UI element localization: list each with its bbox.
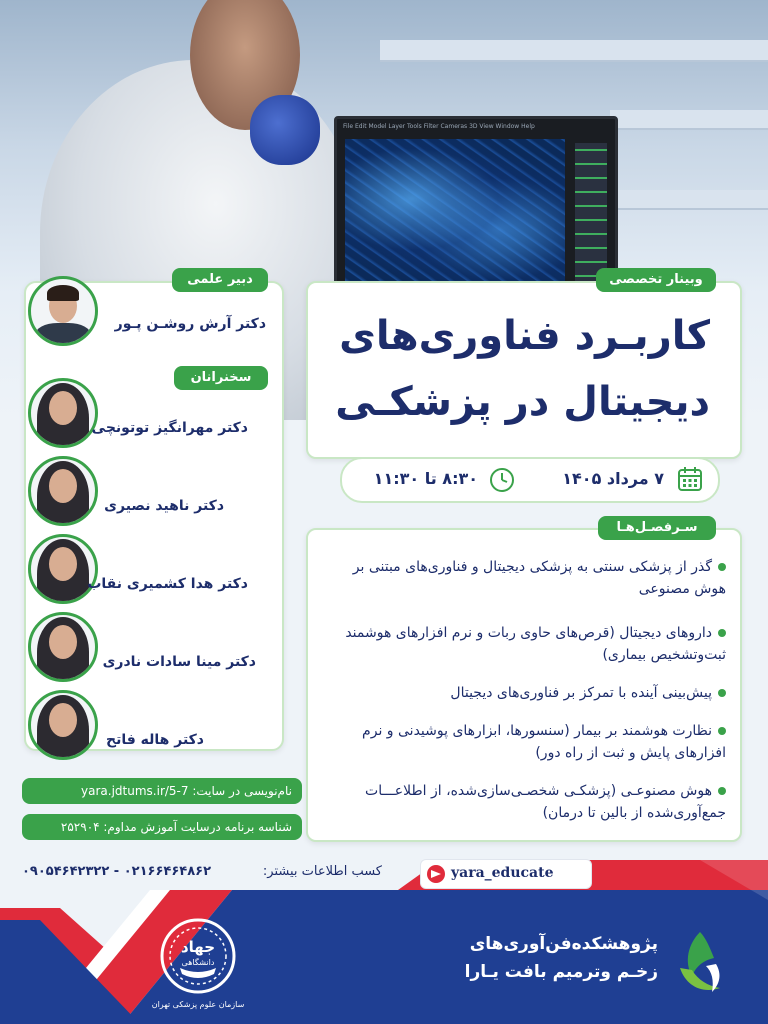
contact-numbers[interactable]: ۰۹۰۵۴۶۴۲۳۲۲ - ۰۲۱۶۶۴۶۴۸۶۲ (22, 864, 212, 879)
bullet-icon (718, 689, 726, 697)
date-time-pill (340, 457, 720, 503)
headlines-label: سـرفصـل‌هـا (598, 516, 716, 540)
avatar-face (49, 391, 77, 425)
telegram-icon (427, 865, 445, 883)
headline-text: پیش‌بینی آینده با تمرکز بر فناوری‌های دیجیتال (450, 685, 712, 701)
org-name-line-2: زخـم وترمیم بافت یـارا (464, 962, 658, 982)
headline-item-5 (322, 780, 726, 824)
avatar-secretary (28, 276, 98, 346)
headline-text: داروهای دیجیتال (قرص‌های حاوی ربات و نرم افزارهای هوشمند ثبت‌وتشخیص بیماری) (345, 625, 726, 663)
registration-site[interactable]: نام‌نویسی در سایت: yara.jdtums.ir/5-7 (22, 778, 302, 804)
monitor-side-panel (575, 143, 607, 283)
contact-label: کسب اطلاعات بیشتر: (262, 864, 382, 879)
jahad-logo-text: جهاد (180, 938, 216, 956)
avatar-speaker-2 (28, 456, 98, 526)
date-text: ۷ مرداد ۱۴۰۵ (562, 469, 664, 488)
headline-item-2 (322, 622, 726, 666)
avatar-face (49, 703, 77, 737)
avatar-coat (35, 323, 91, 346)
bullet-icon (718, 727, 726, 735)
speakers-label: سخنرانان (174, 366, 268, 390)
avatar-speaker-3 (28, 534, 98, 604)
lab-shelf (610, 190, 768, 210)
avatar-speaker-5 (28, 690, 98, 760)
microscopy-image (345, 139, 565, 289)
avatar-speaker-1 (28, 378, 98, 448)
avatar-face (49, 469, 77, 503)
org-name-line-1: پژوهشکده‌فن‌آوری‌های (469, 934, 658, 954)
bullet-icon (718, 787, 726, 795)
avatar-hair (47, 285, 79, 301)
lab-shelf (380, 40, 768, 62)
jahad-logo (151, 916, 245, 1016)
telegram-link[interactable] (420, 859, 592, 889)
scientific-secretary-label: دبیر علمی (172, 268, 268, 292)
speaker-name-1: دکتر مهرانگیز توتونچی (91, 420, 248, 436)
calendar-icon (676, 465, 704, 493)
program-id: شناسه برنامه درسایت آموزش مداوم: ۲۵۲۹۰۴ (22, 814, 302, 840)
headline-item-3 (322, 682, 726, 704)
avatar-speaker-4 (28, 612, 98, 682)
speaker-name-2: دکتر ناهید نصیری (104, 498, 224, 514)
jahad-caption: سازمان علوم پزشکی تهران (151, 1000, 245, 1009)
lab-shelf (610, 110, 768, 130)
headline-text: نظارت هوشمند بر بیمار (سنسورها، ابزارهای پوشیدنی و نرم افزارهای پایش و ثبت از راه دور) (362, 723, 726, 761)
avatar-face (49, 625, 77, 659)
bullet-icon (718, 563, 726, 571)
blue-glove (250, 95, 320, 165)
avatar-face (49, 547, 77, 581)
title-line-1: کاربـرد فناوری‌های (339, 313, 710, 359)
webinar-badge: وبینار تخصصی (596, 268, 716, 292)
headline-item-1 (322, 556, 726, 600)
headline-text: هوش مصنوعـی (پزشکـی شخصـی‌سازی‌شده، از اطلاعـــات جمع‌آوری‌شده از بالین تا درمان) (365, 783, 726, 821)
speaker-name-3: دکتر هدا کشمیری نقاب (87, 576, 248, 592)
speaker-name-4: دکتر مینا سادات نادری (102, 654, 256, 670)
bullet-icon (718, 629, 726, 637)
speaker-name-5: دکتر هاله فاتح (106, 732, 204, 748)
monitor-menu-bar: File Edit Model Layer Tools Filter Cameras 3D View Window Help (343, 123, 535, 130)
headline-item-4 (322, 720, 726, 764)
secretary-name: دکتر آرش روشـن پـور (114, 316, 266, 332)
headline-text: گذر از پزشکی سنتی به پزشکی دیجیتال و فناوری‌های مبتنی بر هوش مصنوعی (352, 559, 726, 597)
clock-icon (488, 466, 516, 494)
telegram-handle: yara_educate (451, 865, 554, 881)
time-text: ۸:۳۰ تا ۱۱:۳۰ (373, 469, 478, 488)
title-line-2: دیجیتال در پزشکـی (335, 379, 710, 425)
yara-logo-icon (670, 928, 730, 998)
computer-monitor (334, 116, 618, 302)
title-card (306, 281, 742, 459)
headlines-card (306, 528, 742, 842)
seal-icon (158, 916, 238, 996)
jahad-logo-subtext: دانشگاهی (181, 958, 215, 967)
